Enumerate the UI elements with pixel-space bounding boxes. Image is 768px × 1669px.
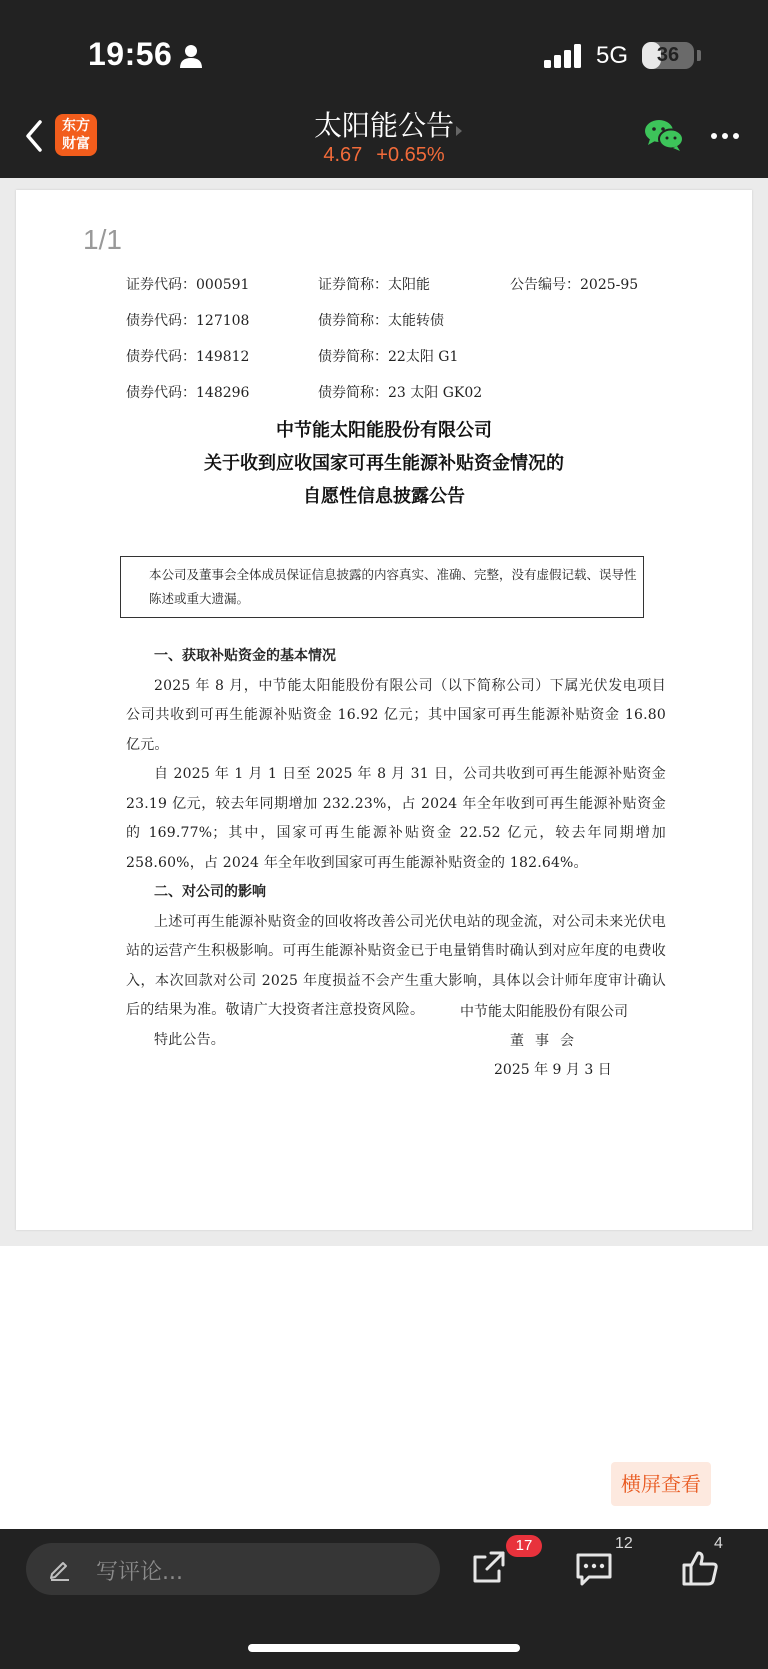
app-logo-line2: 财富 (62, 136, 90, 152)
signal-icon (544, 44, 584, 68)
signature-board: 董事会 (510, 1033, 585, 1049)
title-caret-icon (456, 126, 462, 136)
status-bar (0, 0, 768, 96)
landscape-view-button[interactable]: 横屏查看 (611, 1462, 711, 1506)
security-code: 证券代码：000591 (126, 277, 250, 293)
paragraph: 2025 年 8 月，中节能太阳能股份有限公司（以下简称公司）下属光伏发电项目公司共收到可再生能源补贴资金 16.92 亿元；其中国家可再生能源补贴资金 16.80 亿元。 (126, 677, 666, 753)
battery-nub (697, 50, 701, 61)
nav-header (0, 96, 768, 178)
section-heading: 二、对公司的影响 (154, 884, 266, 900)
comment-placeholder: 写评论... (96, 1560, 183, 1585)
more-icon[interactable] (710, 132, 740, 140)
person-icon (180, 44, 202, 68)
bond-short-name: 债券简称：太能转债 (318, 313, 444, 329)
paragraph: 自 2025 年 1 月 1 日至 2025 年 8 月 31 日，公司共收到可再生能源补贴资金 23.19 亿元，较去年同期增加 232.23%，占 2024 年全年收到可再生能源补贴资金的 169.77%；其中，国家可再生能源补贴资金 22.52 亿元，较去年同期增加 258.60%，占 2024 年全年收到国家可再生能源补贴资金的 182.64%。 (126, 766, 666, 871)
closing-text: 特此公告。 (154, 1031, 225, 1048)
battery-percent: 36 (656, 44, 680, 66)
share-icon[interactable] (471, 1549, 507, 1585)
security-short-name: 证券简称：太阳能 (318, 277, 430, 293)
document-page (16, 190, 752, 1230)
bond-code: 债券代码：148296 (126, 385, 250, 401)
battery-icon (642, 42, 694, 69)
document-body (126, 642, 666, 1055)
stock-price: 4.67 (323, 144, 363, 166)
paragraph: 上述可再生能源补贴资金的回收将改善公司光伏电站的现金流，对公司未来光伏电站的运营产生积极影响。可再生能源补贴资金已于电量销售时确认到对应年度的电费收入，本次回款对公司 2025 年度损益不会产生重大影响，具体以会计师年度审计确认后的结果为准。敬请广大投资者注意投资风险。 (126, 913, 666, 1018)
bottom-action-bar (0, 1529, 768, 1669)
announcement-number: 公告编号：2025-95 (510, 277, 639, 293)
comments-count: 12 (615, 1535, 633, 1552)
network-type: 5G (596, 42, 629, 69)
signature-date: 2025 年 9 月 3 日 (494, 1062, 612, 1078)
document-viewer[interactable] (0, 178, 768, 1246)
thumbs-up-icon[interactable] (681, 1549, 719, 1587)
wechat-share-icon[interactable] (644, 118, 684, 152)
document-title-line: 关于收到应收国家可再生能源补贴资金情况的 (204, 453, 564, 474)
status-time: 19:56 (88, 36, 173, 72)
share-count-badge: 17 (506, 1535, 542, 1557)
stock-change: +0.65% (376, 144, 445, 166)
pencil-icon (48, 1557, 72, 1581)
disclaimer-box: 本公司及董事会全体成员保证信息披露的内容真实、准确、完整，没有虚假记载、误导性陈述或重大遗漏。 (120, 556, 644, 618)
page-indicator: 1/1 (83, 224, 122, 255)
comment-input[interactable] (26, 1543, 440, 1595)
page-title[interactable]: 太阳能公告 (313, 109, 454, 142)
bond-short-name: 债券简称：22太阳 G1 (318, 349, 459, 365)
app-logo-line1: 东方 (62, 118, 90, 134)
likes-count: 4 (714, 1535, 723, 1552)
document-title-line: 自愿性信息披露公告 (303, 486, 465, 507)
bond-code: 债券代码：127108 (126, 313, 250, 329)
bond-code: 债券代码：149812 (126, 349, 250, 365)
section-heading: 一、获取补贴资金的基本情况 (154, 648, 336, 664)
signature-company: 中节能太阳能股份有限公司 (460, 1004, 628, 1020)
comments-icon[interactable] (575, 1551, 613, 1587)
home-indicator (248, 1644, 520, 1652)
bond-short-name: 债券简称：23 太阳 GK02 (318, 385, 483, 401)
document-title-line: 中节能太阳能股份有限公司 (276, 420, 492, 441)
